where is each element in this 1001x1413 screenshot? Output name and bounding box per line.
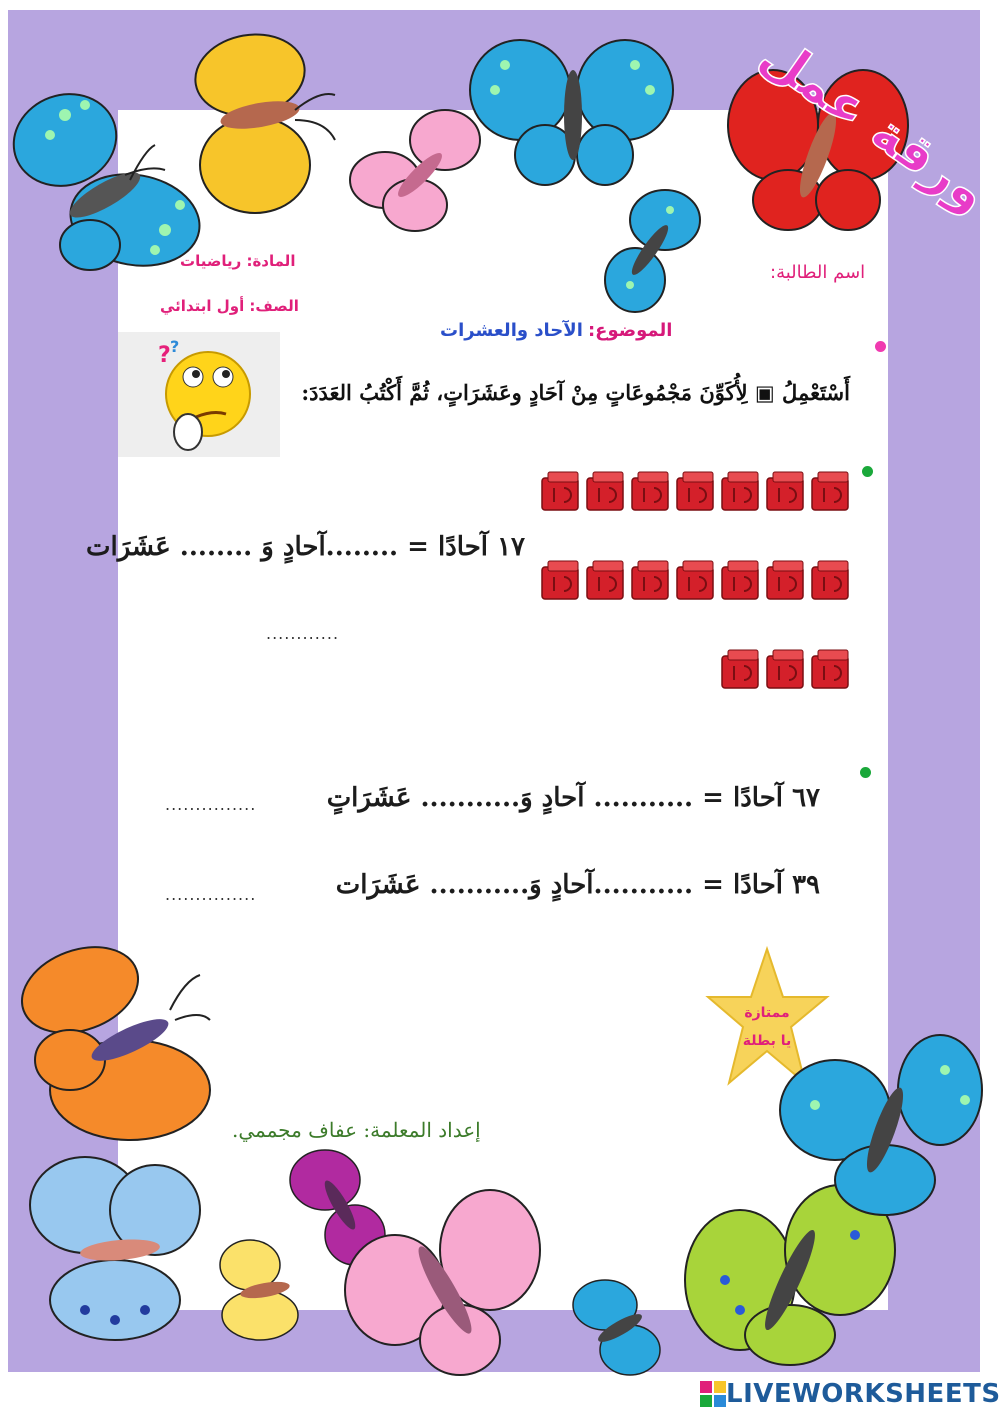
bullet-icon [862, 466, 873, 477]
unit-cube-icon [632, 472, 668, 510]
question3-answer-blank[interactable]: ............... [165, 885, 257, 904]
butterfly-icon [185, 20, 355, 220]
teacher-credit: إعداد المعلمة: عفاف مجممي. [232, 1118, 481, 1142]
unit-cube-icon [632, 561, 668, 599]
liveworksheets-logo-text: LIVEWORKSHEETS [726, 1379, 1001, 1409]
unit-cube-icon [722, 472, 758, 510]
unit-cube-icon [542, 472, 578, 510]
butterfly-icon [340, 1180, 550, 1380]
reward-line1: ممتازة [744, 1005, 790, 1021]
student-name-label: اسم الطالبة: [770, 262, 866, 283]
question2-answer-blank[interactable]: ............... [165, 795, 257, 814]
question3-equation: ٣٩ آحادًا = ...........آحادٍ وَ........... عَشَرَات [335, 870, 820, 900]
svg-text:?: ? [170, 337, 180, 356]
unit-cube-icon [767, 561, 803, 599]
butterfly-icon [775, 1030, 985, 1220]
grade-label: الصف: أول ابتدائي [160, 297, 299, 315]
unit-cube-icon [722, 650, 758, 688]
unit-cube-icon [677, 472, 713, 510]
worksheet-title [749, 24, 999, 230]
liveworksheets-logo[interactable] [700, 1378, 1001, 1410]
svg-text:?: ? [158, 343, 171, 368]
butterfly-icon [590, 185, 710, 315]
butterfly-icon [25, 1150, 215, 1350]
worksheet-title-text: ورقة عمل [749, 24, 999, 225]
topic-heading [440, 320, 672, 341]
unit-cube-icon [542, 561, 578, 599]
butterfly-icon [5, 70, 215, 270]
unit-cube-icon [812, 472, 848, 510]
subject-label: المادة: رياضيات [180, 252, 296, 270]
butterfly-icon [345, 100, 485, 240]
thinking-face-icon [118, 332, 280, 457]
topic-label: الموضوع: [587, 320, 673, 341]
question2-equation: ٦٧ آحادًا = ........... آحادٍ وَ........... عَشَرَاتٍ [326, 783, 820, 813]
unit-cube-icon [587, 561, 623, 599]
butterfly-icon [565, 1270, 675, 1380]
unit-cube-icon [677, 561, 713, 599]
unit-cube-icon [767, 650, 803, 688]
bullet-icon [860, 767, 871, 778]
unit-cube-icon [812, 561, 848, 599]
butterfly-icon [10, 940, 240, 1150]
liveworksheets-logo-icon [700, 1381, 726, 1407]
question1-answer-blank[interactable]: ............ [266, 624, 340, 643]
question1-equation: ١٧ آحادًا = ........آحادٍ وَ ........ عَشَرَات [86, 532, 525, 562]
cubes-grid [540, 470, 855, 700]
unit-cube-icon [587, 472, 623, 510]
butterfly-icon [465, 20, 675, 200]
unit-cube-icon [722, 561, 758, 599]
unit-cube-icon [812, 650, 848, 688]
reward-line2: يا بطلة [742, 1033, 792, 1049]
topic-value: الآحاد والعشرات [440, 320, 583, 341]
bullet-icon [875, 341, 886, 352]
instruction-text: أَسْتَعْمِلُ ▣ لِأُكَوِّنَ مَجْمُوعَاتٍ مِنْ آحَادٍ وعَشَرَاتٍ، ثُمَّ أَكْتُبُ العَدَدَ: [301, 380, 850, 405]
unit-cube-icon [767, 472, 803, 510]
